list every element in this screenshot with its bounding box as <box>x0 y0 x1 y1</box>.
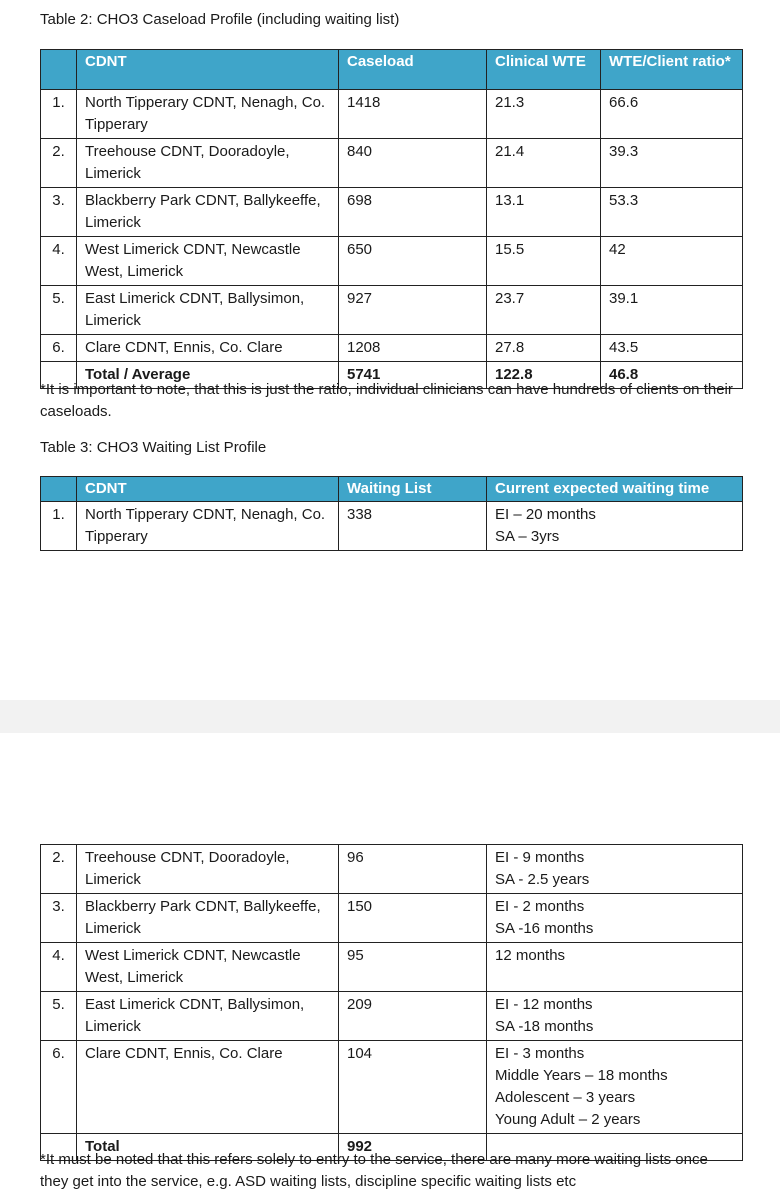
table3-footnote: *It must be noted that this refers solely to entry to the service, there are many more waiting lists once they get into the service, e.g. ASD waiting lists, discipline specific waiting lists etc <box>40 1151 708 1190</box>
header-cell <box>41 477 77 502</box>
cdnt-name: Treehouse CDNT, Dooradoyle, Limerick <box>77 845 339 894</box>
waiting-list-table-continued <box>40 844 743 1161</box>
header-cell: Caseload <box>339 50 487 90</box>
waiting-time-line: Middle Years – 18 months <box>495 1067 668 1084</box>
table-row <box>41 943 743 992</box>
header-cell: Waiting List <box>339 477 487 502</box>
caseload-table <box>40 49 743 389</box>
wte-value: 27.8 <box>487 335 601 362</box>
table-row <box>41 845 743 894</box>
table-row <box>41 894 743 943</box>
wte-value: 13.1 <box>487 188 601 237</box>
waiting-time <box>487 502 743 551</box>
table-row <box>41 90 743 139</box>
cdnt-name: Clare CDNT, Ennis, Co. Clare <box>77 1041 339 1134</box>
waiting-time-line: Young Adult – 2 years <box>495 1111 641 1128</box>
waiting-time-line: EI - 9 months <box>495 849 585 866</box>
row-number: 3. <box>41 894 77 943</box>
row-number: 6. <box>41 1041 77 1134</box>
table-row <box>41 502 743 551</box>
row-number: 4. <box>41 943 77 992</box>
header-cell: CDNT <box>77 477 339 502</box>
waiting-time <box>487 1041 743 1134</box>
total-wte: 122.8 <box>487 362 601 389</box>
waiting-list-value: 150 <box>339 894 487 943</box>
total-caseload: 5741 <box>339 362 487 389</box>
waiting-list-value: 96 <box>339 845 487 894</box>
cdnt-name: Treehouse CDNT, Dooradoyle, Limerick <box>77 139 339 188</box>
cdnt-name: Blackberry Park CDNT, Ballykeeffe, Limerick <box>77 188 339 237</box>
wte-value: 15.5 <box>487 237 601 286</box>
table-row <box>41 335 743 362</box>
header-cell <box>41 50 77 90</box>
cdnt-name: West Limerick CDNT, Newcastle West, Limerick <box>77 943 339 992</box>
row-number: 4. <box>41 237 77 286</box>
waiting-time-line: EI - 12 months <box>495 996 593 1013</box>
caseload-value: 1418 <box>339 90 487 139</box>
caseload-value: 650 <box>339 237 487 286</box>
waiting-list-value: 95 <box>339 943 487 992</box>
waiting-list-table <box>40 476 743 551</box>
waiting-time <box>487 894 743 943</box>
table3-caption: Table 3: CHO3 Waiting List Profile <box>40 439 267 456</box>
table-row <box>41 286 743 335</box>
waiting-time-line: SA -18 months <box>495 1018 594 1035</box>
row-number: 6. <box>41 335 77 362</box>
table-row <box>41 237 743 286</box>
caseload-value: 698 <box>339 188 487 237</box>
wte-value: 21.3 <box>487 90 601 139</box>
waiting-list-value: 338 <box>339 502 487 551</box>
row-number: 5. <box>41 992 77 1041</box>
caseload-table-header <box>41 50 743 90</box>
waiting-time-line: EI – 20 months <box>495 506 596 523</box>
waiting-list-table-header <box>41 477 743 502</box>
document-page-2 <box>0 733 780 1200</box>
total-waiting-list: 992 <box>339 1134 487 1161</box>
cdnt-name: Blackberry Park CDNT, Ballykeeffe, Limerick <box>77 894 339 943</box>
cdnt-name: North Tipperary CDNT, Nenagh, Co. Tipperary <box>77 502 339 551</box>
waiting-time <box>487 943 743 992</box>
waiting-time-line: SA -16 months <box>495 920 594 937</box>
waiting-time <box>487 845 743 894</box>
total-label: Total <box>77 1134 339 1161</box>
row-number: 5. <box>41 286 77 335</box>
page-gap <box>0 700 780 733</box>
row-number: 2. <box>41 845 77 894</box>
ratio-value: 42 <box>601 237 743 286</box>
table2-caption: Table 2: CHO3 Caseload Profile (including waiting list) <box>40 11 400 28</box>
table2-footnote: *It is important to note, that this is just the ratio, individual clinicians can have hundreds of clients on their caseloads. <box>40 381 733 420</box>
table-row <box>41 1041 743 1134</box>
average-ratio: 46.8 <box>601 362 743 389</box>
row-number: 3. <box>41 188 77 237</box>
waiting-time <box>487 992 743 1041</box>
waiting-time-line: SA - 2.5 years <box>495 871 590 888</box>
cdnt-name: East Limerick CDNT, Ballysimon, Limerick <box>77 992 339 1041</box>
wte-value: 21.4 <box>487 139 601 188</box>
header-cell: WTE/Client ratio* <box>601 50 743 90</box>
row-number: 1. <box>41 90 77 139</box>
ratio-value: 53.3 <box>601 188 743 237</box>
waiting-time-line: 12 months <box>495 947 566 964</box>
waiting-list-value: 209 <box>339 992 487 1041</box>
row-number: 1. <box>41 502 77 551</box>
waiting-time-line: EI - 2 months <box>495 898 585 915</box>
header-cell: CDNT <box>77 50 339 90</box>
waiting-time-line: Adolescent – 3 years <box>495 1089 636 1106</box>
wte-value: 23.7 <box>487 286 601 335</box>
waiting-time-line: EI - 3 months <box>495 1045 585 1062</box>
caseload-value: 1208 <box>339 335 487 362</box>
cdnt-name: West Limerick CDNT, Newcastle West, Limerick <box>77 237 339 286</box>
caseload-value: 840 <box>339 139 487 188</box>
waiting-time-line: SA – 3yrs <box>495 528 560 545</box>
ratio-value: 43.5 <box>601 335 743 362</box>
caseload-value: 927 <box>339 286 487 335</box>
total-label: Total / Average <box>77 362 339 389</box>
cdnt-name: Clare CDNT, Ennis, Co. Clare <box>77 335 339 362</box>
ratio-value: 66.6 <box>601 90 743 139</box>
cdnt-name: North Tipperary CDNT, Nenagh, Co. Tipperary <box>77 90 339 139</box>
cdnt-name: East Limerick CDNT, Ballysimon, Limerick <box>77 286 339 335</box>
table-row <box>41 992 743 1041</box>
waiting-list-value: 104 <box>339 1041 487 1134</box>
row-number: 2. <box>41 139 77 188</box>
table-row <box>41 188 743 237</box>
header-cell: Current expected waiting time <box>487 477 743 502</box>
table-row <box>41 139 743 188</box>
ratio-value: 39.3 <box>601 139 743 188</box>
header-cell: Clinical WTE <box>487 50 601 90</box>
ratio-value: 39.1 <box>601 286 743 335</box>
